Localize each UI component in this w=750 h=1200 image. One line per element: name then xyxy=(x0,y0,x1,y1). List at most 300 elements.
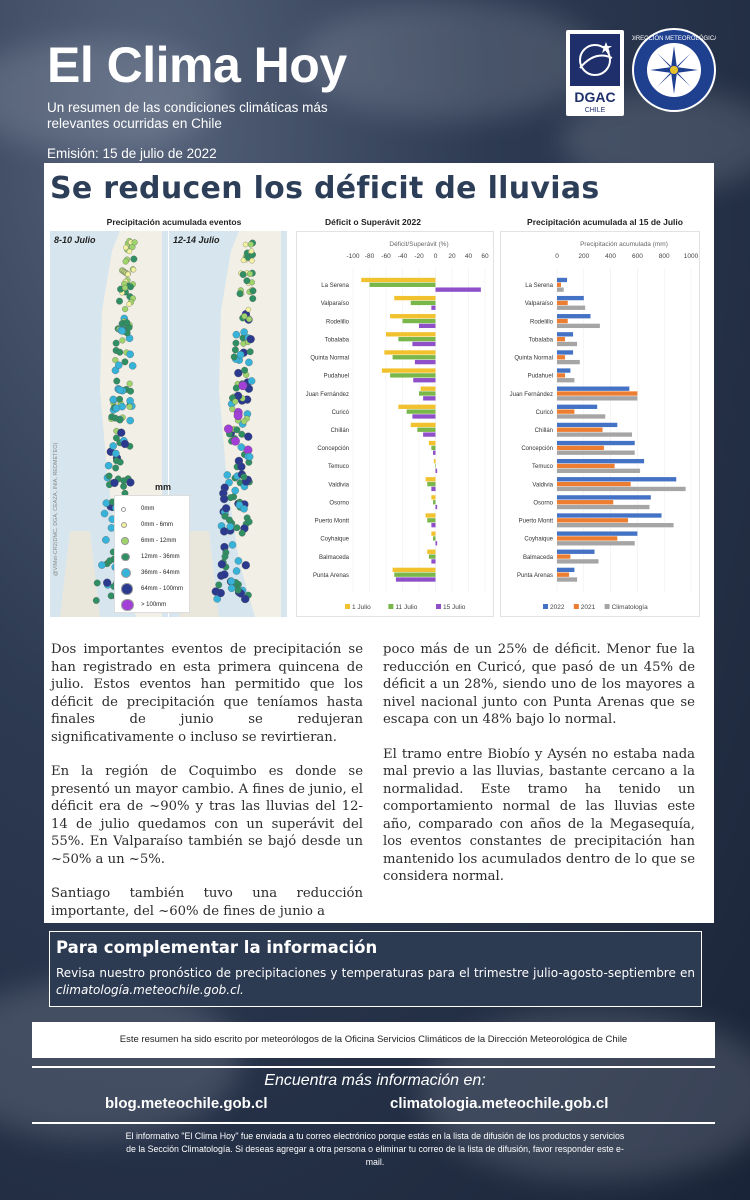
station-marker xyxy=(241,474,248,481)
category-label: Balmaceda xyxy=(318,554,349,561)
station-marker xyxy=(123,245,128,250)
bar-2022 xyxy=(557,405,597,409)
bar-1-julio xyxy=(382,368,436,372)
category-label: Temuco xyxy=(531,464,553,471)
station-marker xyxy=(222,553,229,560)
bar-2022 xyxy=(557,441,635,445)
legend-label: 0mm - 6mm xyxy=(140,522,173,528)
climatologia-site-link[interactable]: climatologia.meteochile.gob.cl xyxy=(390,1095,609,1112)
station-marker xyxy=(245,359,252,366)
station-marker xyxy=(106,473,113,480)
bar-2021 xyxy=(557,355,565,359)
station-marker xyxy=(244,278,251,285)
station-marker xyxy=(120,483,127,490)
station-marker xyxy=(131,267,136,272)
more-info-heading: Encuentra más información en: xyxy=(264,1072,486,1089)
bar-climatología xyxy=(557,342,577,346)
bar-1-julio xyxy=(384,350,435,354)
bar-11-julio xyxy=(429,554,436,558)
bar-2021 xyxy=(557,283,561,287)
station-marker xyxy=(119,327,126,334)
bar-11-julio xyxy=(427,482,435,486)
legend-label: 64mm - 100mm xyxy=(141,586,184,592)
station-marker xyxy=(226,517,233,524)
station-marker xyxy=(127,397,134,404)
category-label: Temuco xyxy=(327,464,349,471)
header xyxy=(0,0,750,165)
tick-label: 600 xyxy=(631,253,643,260)
bar-2021 xyxy=(557,319,568,323)
station-marker xyxy=(103,579,111,587)
category-label: Coyhaique xyxy=(524,536,553,543)
legend-swatch xyxy=(121,537,129,545)
category-label: Curicó xyxy=(331,409,349,416)
bar-1-julio xyxy=(398,405,435,409)
bar-15-julio xyxy=(396,577,436,581)
accum-chart xyxy=(500,231,700,617)
legend-swatch xyxy=(121,599,134,612)
station-marker xyxy=(250,295,257,302)
legend-label: 15 Julio xyxy=(443,604,466,611)
station-marker xyxy=(102,536,109,543)
station-marker xyxy=(105,462,112,469)
station-marker xyxy=(242,313,248,319)
station-marker xyxy=(117,349,124,356)
station-marker xyxy=(241,258,246,263)
newsletter-subtitle: Un resumen de las condiciones climáticas más relevantes ocurridas en Chile xyxy=(47,100,328,131)
bar-15-julio xyxy=(431,306,435,310)
station-marker xyxy=(116,298,123,305)
station-marker xyxy=(231,354,238,361)
legend-item xyxy=(121,550,180,564)
bar-11-julio xyxy=(390,373,435,377)
legend-swatch xyxy=(436,604,441,609)
bar-2021 xyxy=(557,428,603,432)
climatologia-link[interactable]: climatología.meteochile.gob.cl. xyxy=(56,983,244,997)
complement-box xyxy=(49,931,702,1007)
station-marker xyxy=(233,331,240,338)
legend-swatch xyxy=(574,604,579,609)
station-marker xyxy=(126,478,134,486)
divider xyxy=(32,1066,715,1068)
category-label: Quinta Normal xyxy=(310,355,349,362)
bar-2022 xyxy=(557,368,570,372)
bar-climatología xyxy=(557,559,599,563)
station-marker xyxy=(232,399,238,405)
category-label: La Serena xyxy=(321,283,349,290)
bar-climatología xyxy=(557,396,637,400)
deficit-chart xyxy=(296,231,494,617)
x-axis-label: Precipitación acumulada (mm) xyxy=(580,241,668,248)
station-marker xyxy=(229,406,235,412)
station-marker xyxy=(111,479,119,487)
map-credit: @VIMet-CR2(DMC, DGA, CEAZA, INIA, REDMETEO) xyxy=(53,442,59,576)
legend-label: 0mm xyxy=(141,506,155,512)
bar-2021 xyxy=(557,536,617,540)
bar-2022 xyxy=(557,332,573,336)
tick-label: -20 xyxy=(414,253,424,260)
legend-label: 2022 xyxy=(550,604,565,611)
bar-2022 xyxy=(557,550,595,554)
station-marker xyxy=(249,249,254,254)
station-marker xyxy=(250,288,257,295)
legend-label: 11 Julio xyxy=(395,604,418,611)
bar-11-julio xyxy=(394,573,435,577)
station-marker xyxy=(127,388,133,395)
station-marker xyxy=(132,239,138,245)
bar-11-julio xyxy=(431,446,435,450)
bar-15-julio xyxy=(415,360,436,364)
map-legend xyxy=(114,482,190,613)
station-marker xyxy=(122,359,128,366)
maps-title: Precipitación acumulada eventos xyxy=(106,217,242,227)
complement-title: Para complementar la información xyxy=(56,938,378,957)
station-marker xyxy=(115,362,122,369)
legend-swatch xyxy=(121,522,127,528)
category-label: Puerto Montt xyxy=(518,518,553,525)
bar-15-julio xyxy=(412,342,435,346)
legend-item xyxy=(121,518,173,532)
tick-label: -80 xyxy=(364,253,375,260)
station-marker xyxy=(220,495,228,503)
bar-11-julio xyxy=(411,301,436,305)
station-marker xyxy=(218,560,226,568)
legend-label: 12mm - 36mm xyxy=(140,554,180,560)
bar-2022 xyxy=(557,350,573,354)
bar-2021 xyxy=(557,573,569,577)
station-marker xyxy=(248,241,254,247)
bar-11-julio xyxy=(417,428,435,432)
bar-climatología xyxy=(557,451,635,455)
bar-2021 xyxy=(557,482,631,486)
station-marker xyxy=(119,338,125,344)
bar-11-julio xyxy=(427,518,435,522)
bar-11-julio xyxy=(433,500,435,504)
legend-label: 1 Julio xyxy=(352,604,371,611)
station-marker xyxy=(239,381,248,390)
divider xyxy=(32,1122,715,1124)
dgac-logo xyxy=(566,30,624,116)
svg-text:CHILE: CHILE xyxy=(584,107,606,114)
station-marker xyxy=(122,285,128,291)
article-column-2 xyxy=(383,641,695,903)
station-marker xyxy=(121,440,129,448)
station-marker xyxy=(129,362,136,369)
station-marker xyxy=(222,504,230,512)
station-marker xyxy=(246,307,251,312)
bar-2021 xyxy=(557,446,604,450)
station-marker xyxy=(127,351,134,358)
station-marker xyxy=(237,351,244,358)
legend-label: 6mm - 12mm xyxy=(140,538,177,544)
bar-15-julio xyxy=(436,469,438,473)
station-marker xyxy=(241,367,248,374)
category-label: Chillán xyxy=(330,428,349,434)
station-marker xyxy=(224,425,233,434)
svg-text:DIRECCIÓN METEOROLÓGICA: DIRECCIÓN METEOROLÓGICA xyxy=(632,36,716,42)
legend-swatch xyxy=(121,568,131,578)
tick-label: 800 xyxy=(658,253,670,260)
bar-2022 xyxy=(557,568,574,572)
station-marker xyxy=(233,340,240,347)
bar-15-julio xyxy=(431,487,435,491)
bar-1-julio xyxy=(386,332,436,336)
category-label: Tobalaba xyxy=(528,337,553,344)
authors-note: Este resumen ha sido escrito por meteorólogos de la Oficina Servicios Climáticos de la Dirección Meteorológica de Chile xyxy=(32,1022,715,1058)
station-marker xyxy=(112,465,119,472)
legend-label: 36mm - 64mm xyxy=(140,570,180,576)
bar-1-julio xyxy=(429,441,436,445)
legend-swatch xyxy=(121,553,130,562)
bar-1-julio xyxy=(394,296,435,300)
station-marker xyxy=(238,444,245,451)
complement-text: Revisa nuestro pronóstico de precipitaciones y temperaturas para el trimestre julio-agosto-septiembre en climatología.meteochile.gob.cl. xyxy=(56,966,695,997)
station-marker xyxy=(93,597,100,604)
tick-label: -40 xyxy=(397,253,408,260)
station-marker xyxy=(232,487,239,494)
article-column-1 xyxy=(51,641,363,937)
category-label: La Serena xyxy=(525,283,553,290)
station-marker xyxy=(242,561,250,569)
svg-text:DGAC: DGAC xyxy=(574,89,616,105)
legend-swatch xyxy=(121,583,133,595)
bar-11-julio xyxy=(433,536,435,540)
bar-1-julio xyxy=(427,550,435,554)
station-marker xyxy=(117,429,125,437)
station-marker xyxy=(227,494,234,501)
footer-note: El informativo "El Clima Hoy" fue enviada a tu correo electrónico porque estás en la lista de difusión de los productos y servicios de la Sección Climatología. Si deseas agregar a otra persona o eliminar tu correo de la lista de difusión, favor responder este e-mail. xyxy=(125,1131,625,1167)
bar-15-julio xyxy=(436,541,438,545)
legend-swatch xyxy=(543,604,548,609)
station-marker xyxy=(110,396,117,403)
station-marker xyxy=(116,396,123,403)
bar-climatología xyxy=(557,360,580,364)
category-label: Quinta Normal xyxy=(514,355,553,362)
bar-15-julio xyxy=(413,378,435,382)
category-label: Juan Fernández xyxy=(509,391,553,398)
station-marker xyxy=(221,571,229,579)
bar-2021 xyxy=(557,391,637,395)
legend-item xyxy=(121,566,180,580)
paragraph: Santiago también tuvo una reducción importante, del ~60% de fines de junio a xyxy=(51,886,363,919)
station-marker xyxy=(106,558,113,565)
bar-1-julio xyxy=(361,278,435,282)
station-marker xyxy=(117,459,124,466)
bar-1-julio xyxy=(431,495,435,499)
bar-11-julio xyxy=(407,409,436,413)
bar-2021 xyxy=(557,464,615,468)
map2-label: 12-14 Julio xyxy=(173,235,220,245)
bar-climatología xyxy=(557,414,605,418)
station-marker xyxy=(231,437,240,446)
category-label: Chillán xyxy=(534,428,553,434)
bar-climatología xyxy=(557,306,585,310)
bar-2022 xyxy=(557,423,617,427)
station-marker xyxy=(127,302,132,307)
bar-2021 xyxy=(557,500,613,504)
bar-11-julio xyxy=(393,355,436,359)
paragraph: En la región de Coquimbo es donde se presentó un mayor cambio. A fines de junio, el déficit era de ~90% y tras las lluvias del 12-14 de julio quedamos con un superávit del 55%. En Valparaíso también se bajó desde un ~50% a un ~5%. xyxy=(51,764,363,867)
bar-1-julio xyxy=(411,423,436,427)
bar-1-julio xyxy=(426,477,436,481)
category-label: Valparaíso xyxy=(524,301,553,308)
tick-label: 60 xyxy=(481,253,489,260)
station-marker xyxy=(239,530,246,537)
station-marker xyxy=(237,290,244,297)
legend-item xyxy=(121,502,154,516)
main-article-panel xyxy=(44,163,714,923)
legend-swatch xyxy=(121,507,126,512)
newsletter-title: El Clima Hoy xyxy=(47,37,347,93)
legend-label: > 100mm xyxy=(140,602,167,608)
station-marker xyxy=(240,271,247,278)
category-label: Concepción xyxy=(521,446,553,453)
bar-11-julio xyxy=(419,391,436,395)
bar-15-julio xyxy=(419,324,436,328)
legend-swatch xyxy=(605,604,610,609)
bar-climatología xyxy=(557,378,574,382)
bar-climatología xyxy=(557,469,640,473)
station-marker xyxy=(235,587,242,594)
bar-2021 xyxy=(557,337,565,341)
tick-label: 400 xyxy=(605,253,617,260)
station-marker xyxy=(248,377,255,384)
bar-1-julio xyxy=(426,513,436,517)
bar-climatología xyxy=(557,577,577,581)
bar-15-julio xyxy=(436,505,438,509)
bar-2021 xyxy=(557,409,574,413)
category-label: Coyhaique xyxy=(320,536,349,543)
article-headline: Se reducen los déficit de lluvias xyxy=(50,171,600,206)
paragraph: poco más de un 25% de déficit. Menor fue la reducción en Curicó, que pasó de un 45% de déficit a un 28%, siendo uno de los mayores a nivel nacional junto con Punta Arenas que se escapa con un 48% bajo lo normal. xyxy=(383,642,695,727)
station-marker xyxy=(229,541,236,548)
tick-label: 20 xyxy=(448,253,456,260)
station-marker xyxy=(247,271,253,277)
bar-climatología xyxy=(557,541,635,545)
deficit-chart-title: Déficit o Superávit 2022 xyxy=(325,217,421,227)
category-label: Pudahuel xyxy=(323,373,349,380)
category-label: Tobalaba xyxy=(324,337,349,344)
station-marker xyxy=(127,417,134,424)
tick-label: 0 xyxy=(433,253,438,260)
station-marker xyxy=(220,527,228,535)
station-marker xyxy=(234,411,243,420)
emission-date: Emisión: 15 de julio de 2022 xyxy=(47,146,217,161)
dmc-logo xyxy=(632,28,716,112)
bar-2022 xyxy=(557,495,651,499)
tick-label: -100 xyxy=(346,253,360,260)
bar-11-julio xyxy=(398,337,435,341)
bar-2021 xyxy=(557,554,570,558)
bar-2022 xyxy=(557,387,629,391)
bar-15-julio xyxy=(431,523,435,527)
category-label: Rodelillo xyxy=(529,319,553,326)
legend-item xyxy=(121,534,176,548)
bar-2022 xyxy=(557,531,637,535)
station-marker xyxy=(227,523,234,530)
station-marker xyxy=(94,580,101,587)
station-marker xyxy=(127,381,133,387)
tick-label: 0 xyxy=(555,253,559,260)
legend-label: 2021 xyxy=(580,604,596,611)
station-marker xyxy=(239,431,246,438)
station-marker xyxy=(246,519,253,526)
bar-2022 xyxy=(557,513,662,517)
station-marker xyxy=(103,500,110,507)
category-label: Rodelillo xyxy=(325,319,349,326)
station-marker xyxy=(235,557,242,564)
accum-chart-title: Precipitación acumulada al 15 de Julio xyxy=(527,217,683,227)
bar-2022 xyxy=(557,459,644,463)
legend-item xyxy=(121,582,183,596)
bar-2022 xyxy=(557,477,676,481)
station-marker xyxy=(125,272,130,277)
category-label: Balmaceda xyxy=(522,554,553,561)
station-marker xyxy=(98,561,105,568)
legend-title: mm xyxy=(155,482,172,492)
station-marker xyxy=(216,582,223,589)
bar-2022 xyxy=(557,296,584,300)
station-marker xyxy=(117,417,124,424)
bar-climatología xyxy=(557,287,564,291)
bar-climatología xyxy=(557,505,649,509)
station-marker xyxy=(247,348,254,355)
station-marker xyxy=(234,427,241,434)
bar-15-julio xyxy=(423,432,435,436)
station-marker xyxy=(112,450,119,457)
category-label: Puerto Montt xyxy=(314,518,349,525)
station-marker xyxy=(244,433,252,441)
bar-2021 xyxy=(557,373,565,377)
category-label: Punta Arenas xyxy=(312,572,349,579)
bar-2022 xyxy=(557,278,567,282)
station-marker xyxy=(233,567,240,574)
station-marker xyxy=(250,258,255,263)
station-marker xyxy=(237,463,245,471)
station-marker xyxy=(240,505,247,512)
bar-1-julio xyxy=(421,387,436,391)
station-marker xyxy=(127,404,133,410)
bar-climatología xyxy=(557,523,674,527)
station-marker xyxy=(243,242,248,247)
station-marker xyxy=(247,335,255,343)
station-marker xyxy=(241,328,248,335)
bar-climatología xyxy=(557,487,686,491)
blog-link[interactable]: blog.meteochile.gob.cl xyxy=(105,1095,268,1112)
tick-label: -60 xyxy=(381,253,391,260)
category-label: Osorno xyxy=(533,500,553,507)
station-marker xyxy=(117,387,124,394)
legend-label: Climatología xyxy=(611,604,648,611)
bar-climatología xyxy=(557,432,632,436)
bar-15-julio xyxy=(412,414,435,418)
bar-11-julio xyxy=(436,464,437,468)
station-marker xyxy=(246,453,253,460)
station-marker xyxy=(113,405,120,412)
category-label: Osorno xyxy=(329,500,349,507)
x-axis-label: Déficit/Superávit (%) xyxy=(389,241,449,248)
bar-1-julio xyxy=(390,314,435,318)
station-marker xyxy=(232,347,239,354)
tick-label: 40 xyxy=(464,253,473,260)
bar-15-julio xyxy=(431,559,435,563)
legend-swatch xyxy=(388,604,393,609)
map1-label: 8-10 Julio xyxy=(54,235,96,245)
station-marker xyxy=(228,578,235,585)
category-label: Valdivia xyxy=(532,482,553,489)
category-label: Juan Fernández xyxy=(305,391,349,398)
station-marker xyxy=(241,418,247,424)
